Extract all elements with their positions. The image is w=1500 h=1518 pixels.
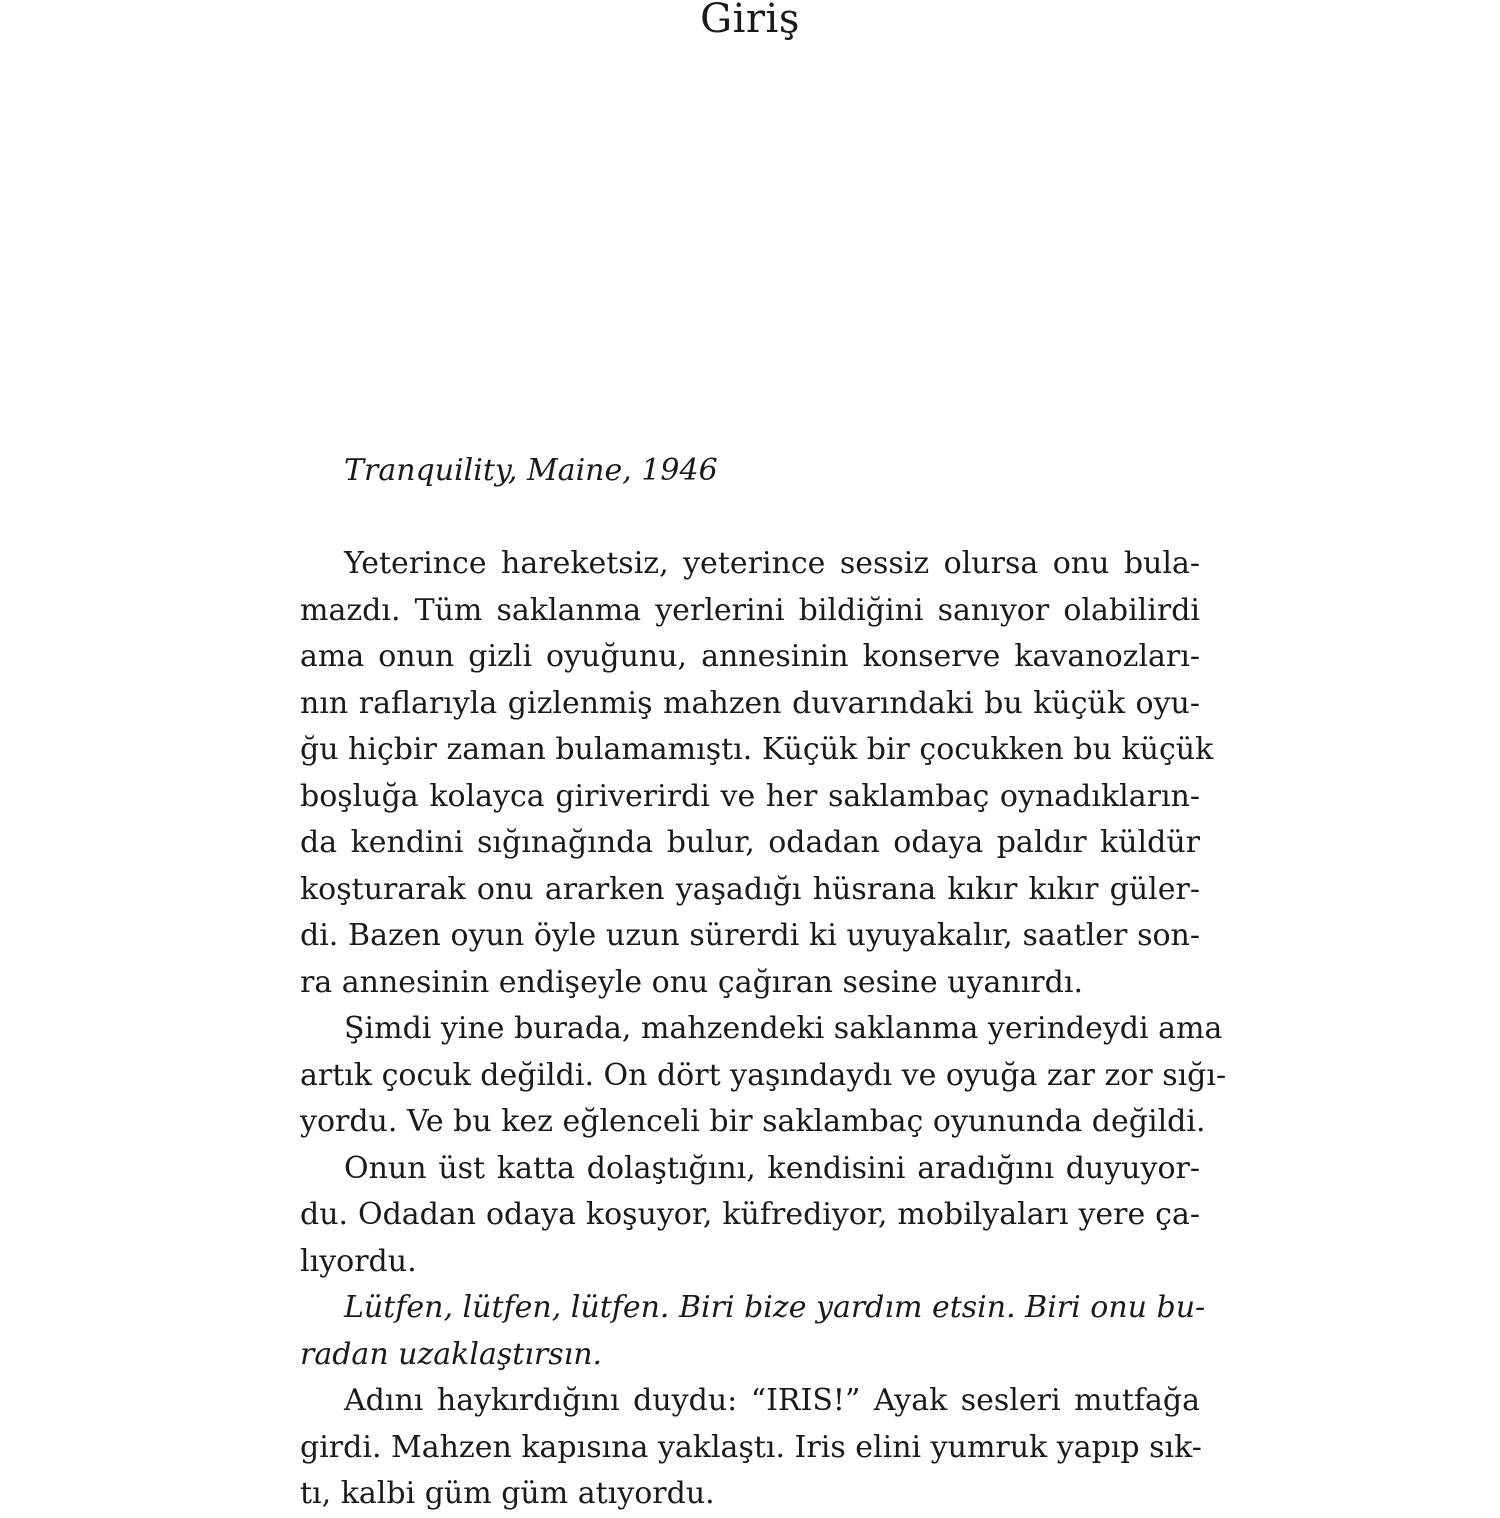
paragraph-1-line: ra annesinin endişeyle onu çağıran sesine uyanırdı. (300, 964, 1083, 1000)
paragraph-1-line: mazdı. Tüm saklanma yerlerini bildiğini sanıyor olabilirdi (300, 592, 1200, 628)
paragraph-2-line: Şimdi yine burada, mahzendeki saklanma yerindeydi ama (344, 1011, 1223, 1046)
paragraph-1-line: di. Bazen oyun öyle uzun sürerdi ki uyuyakalır, saatler son- (300, 918, 1200, 953)
paragraph-3-line: du. Odadan odaya koşuyor, küfrediyor, mobilyaları yere ça- (300, 1197, 1200, 1232)
paragraph-1-line: koşturarak onu ararken yaşadığı hüsrana kıkır kıkır güler- (300, 871, 1200, 907)
paragraph-1-line: boşluğa kolayca giriverirdi ve her saklambaç oynadıkların- (300, 778, 1200, 814)
dateline: Tranquility, Maine, 1946 (344, 453, 718, 488)
paragraph-1-line: Yeterince hareketsiz, yeterince sessiz olursa onu bula- (344, 546, 1200, 581)
paragraph-3-line: lıyordu. (300, 1243, 417, 1279)
paragraph-2-line: yordu. Ve bu kez eğlenceli bir saklambaç oyununda değildi. (300, 1104, 1206, 1139)
body-text (300, 448, 1227, 1518)
paragraph-1-line: nın raflarıyla gizlenmiş mahzen duvarındaki bu küçük oyu- (300, 685, 1200, 721)
paragraph-4-line: radan uzaklaştırsın. (300, 1336, 603, 1372)
paragraph-1-line: ğu hiçbir zaman bulamamıştı. Küçük bir çocukken bu küçük (300, 732, 1214, 767)
blank-line (300, 495, 1200, 542)
paragraph-5-line: Adını haykırdığını duydu: “IRIS!” Ayak sesleri mutfağa (344, 1383, 1200, 1418)
paragraph-1-line: ama onun gizli oyuğunu, annesinin konserve kavanozları- (300, 639, 1200, 674)
paragraph-1-line: da kendini sığınağında bulur, odadan odaya paldır küldür (300, 825, 1200, 860)
paragraph-4-line: Lütfen, lütfen, lütfen. Biri bize yardım etsin. Biri onu bu- (344, 1290, 1206, 1325)
chapter-title: Giriş (700, 0, 800, 42)
paragraph-2-line: artık çocuk değildi. On dört yaşındaydı ve oyuğa zar zor sığı- (300, 1057, 1227, 1093)
paragraph-3-line: Onun üst katta dolaştığını, kendisini aradığını duyuyor- (344, 1150, 1200, 1186)
paragraph-5-line: girdi. Mahzen kapısına yaklaştı. Iris elini yumruk yapıp sık- (300, 1429, 1202, 1465)
paragraph-5-line: tı, kalbi güm güm atıyordu. (300, 1476, 715, 1511)
